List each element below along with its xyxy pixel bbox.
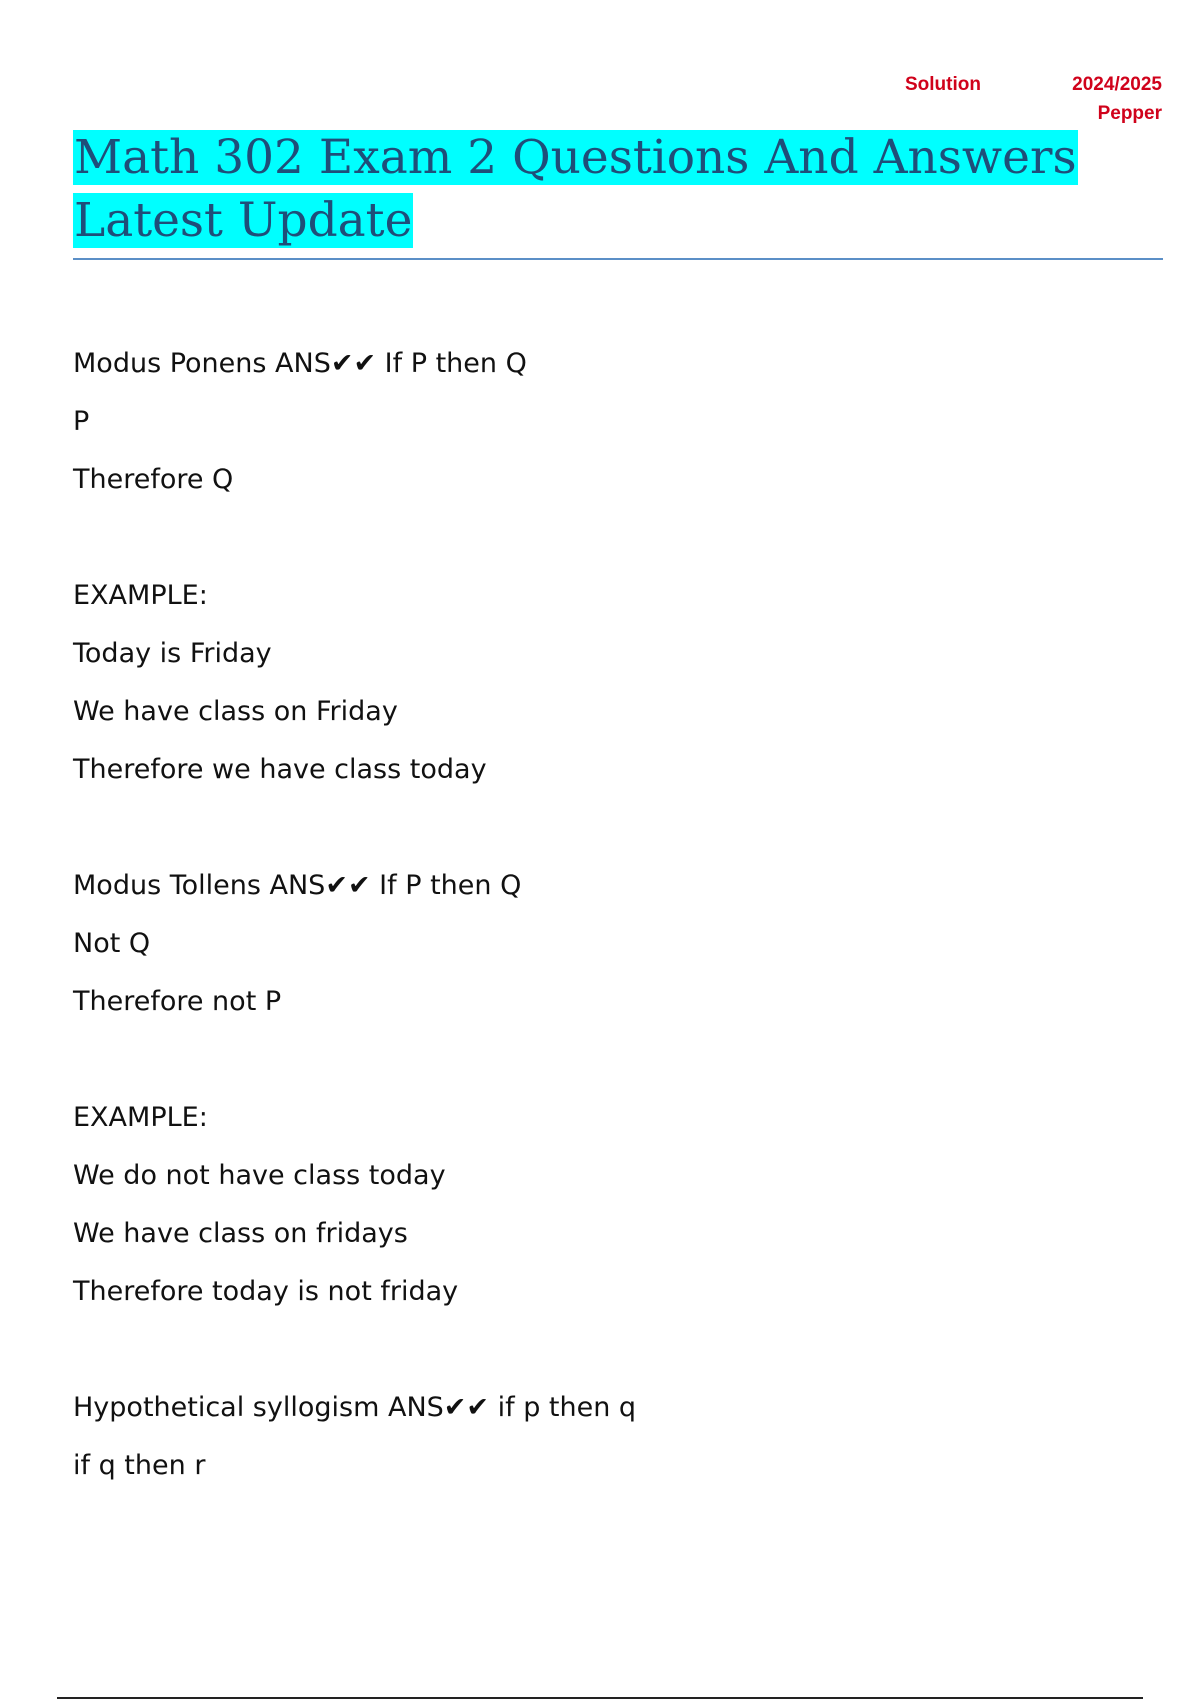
year-label: 2024/2025 — [1072, 74, 1162, 95]
body-line: We do not have class today — [73, 1160, 446, 1191]
document-title — [73, 126, 1163, 252]
body-line: Today is Friday — [73, 638, 272, 669]
body-line: Hypothetical syllogism ANS✔✔ if p then q — [73, 1392, 637, 1423]
title-block — [73, 126, 1163, 252]
body-line: Modus Ponens ANS✔✔ If P then Q — [73, 348, 527, 379]
body-line: if q then r — [73, 1450, 206, 1481]
body-line: Therefore we have class today — [73, 754, 487, 785]
solution-label: Solution — [905, 74, 981, 95]
blank-line — [73, 1036, 1073, 1094]
body-line: P — [73, 406, 90, 437]
title-line-1: Math 302 Exam 2 Questions And Answers — [74, 130, 1077, 185]
footer-rule — [57, 1697, 1143, 1699]
body-line: Therefore Q — [73, 464, 234, 495]
body-line: EXAMPLE: — [73, 580, 208, 611]
author-label: Pepper — [1097, 103, 1162, 124]
body-line: We have class on fridays — [73, 1218, 408, 1249]
blank-line — [73, 804, 1073, 862]
title-line-2: Latest Update — [74, 193, 413, 248]
body-line: Therefore today is not friday — [73, 1276, 459, 1307]
blank-line — [73, 514, 1073, 572]
document-header-meta — [700, 72, 1162, 132]
body-line: Modus Tollens ANS✔✔ If P then Q — [73, 870, 522, 901]
blank-line — [73, 1326, 1073, 1384]
body-line: Not Q — [73, 928, 151, 959]
body-line: EXAMPLE: — [73, 1102, 208, 1133]
title-underline — [73, 258, 1163, 260]
body-line: We have class on Friday — [73, 696, 398, 727]
document-body — [73, 340, 1073, 1500]
body-line: Therefore not P — [73, 986, 282, 1017]
